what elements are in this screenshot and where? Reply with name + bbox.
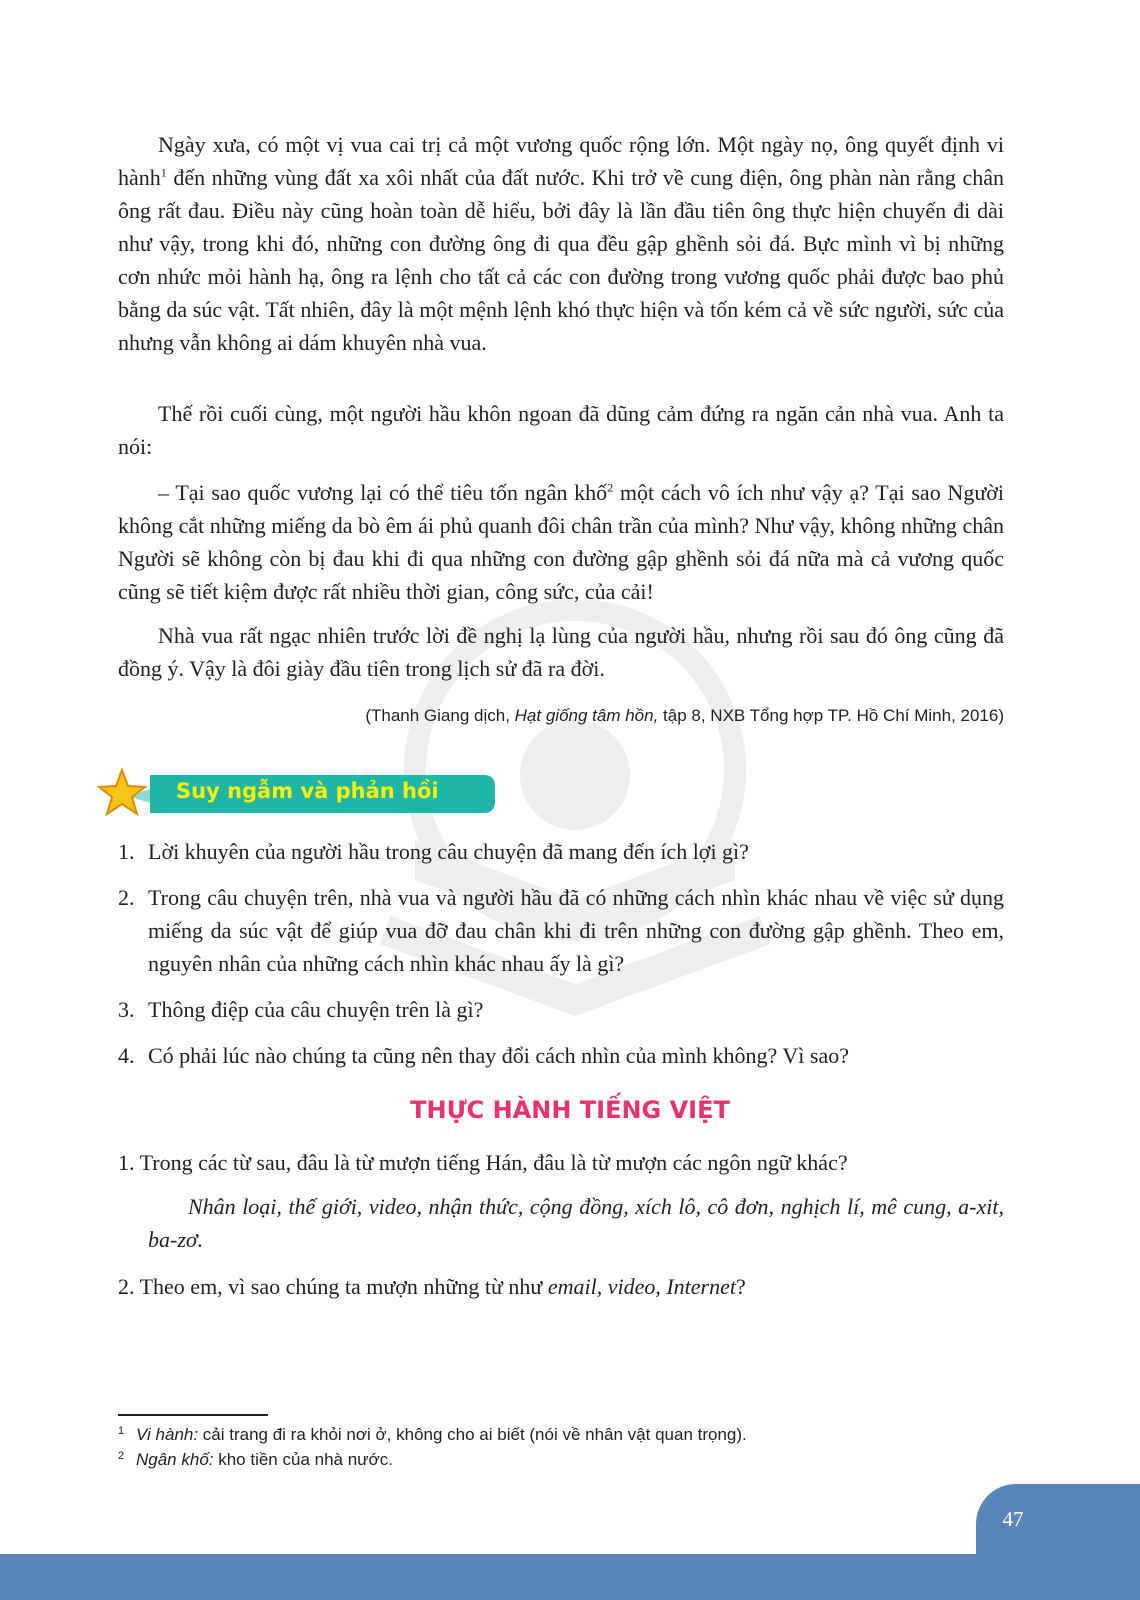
citation-prefix: (Thanh Giang dịch, [365,706,515,725]
list-item [118,993,1004,1026]
footnote-ref[interactable]: 2 [607,480,614,495]
footnote-number: 1 [118,1425,125,1437]
story-text: một cách vô ích như vậy ạ? Tại sao Người không cắt những miếng da bò êm ái phủ quanh đôi chân trần của mình? Như vậy, không những chân Người sẽ không còn bị đau khi đi qua những con đường gập ghềnh sỏi đá nữa mà cả vương quốc cũng sẽ tiết kiệm được rất nhiều thời gian, công sức, của cải! [118,480,1004,604]
page-number: 47 [1002,1507,1024,1531]
question-suffix: ? [736,1274,746,1299]
practice-question-1: 1. Trong các từ sau, đâu là từ mượn tiếng Hán, đâu là từ mượn các ngôn ngữ khác? [118,1150,848,1175]
story-paragraph: Thế rồi cuối cùng, một người hầu khôn ngoan đã dũng cảm đứng ra ngăn cản nhà vua. Anh ta nói: [118,401,1004,459]
source-citation [365,706,1004,726]
story-text: đến những vùng đất xa xôi nhất của đất nước. Khi trở về cung điện, ông phàn nàn rằng chân ông rất đau. Điều này cũng hoàn toàn dễ hiểu, bởi đây là lần đầu tiên ông thực hiện chuyến đi dài như vậy, trong khi đó, những con đường ông đi qua đều gập ghềnh sỏi đá. Bực mình vì bị những cơn nhức mỏi hành hạ, ông ra lệnh cho tất cả các con đường trong vương quốc phải được bao phủ bằng da súc vật. Tất nhiên, đây là một mệnh lệnh khó thực hiện và tốn kém cả về sức người, sức của nhưng vẫn không ai dám khuyên nhà vua. [118,165,1004,355]
dialogue-paragraph [118,476,1004,608]
list-item [118,835,1004,868]
question-number: 4. [118,1043,135,1068]
footnote-number: 2 [118,1450,125,1462]
footnote-term: Ngân khố: [136,1450,214,1469]
citation-book: Hạt giống tâm hồn, [514,706,659,725]
footnote-definition: cải trang đi ra khỏi nơi ở, không cho ai biết (nói về nhân vật quan trọng). [198,1425,747,1444]
footnote [118,1422,747,1447]
list-item [118,1039,1004,1072]
footnotes [118,1422,747,1472]
question-terms: email, video, Internet [547,1274,736,1299]
question-prefix: 2. Theo em, vì sao chúng ta mượn những từ như [118,1274,548,1299]
story-text: Ngày xưa, có một vị vua cai trị cả một vương quốc rộng lớn. Một ngày nọ, ông quyết định vi hành [118,132,1004,190]
footnote-ref[interactable]: 1 [160,165,167,180]
question-text: Thông điệp của câu chuyện trên là gì? [148,997,484,1022]
footnote-term: Vi hành: [136,1425,199,1444]
story-paragraph [118,128,1004,359]
question-number: 3. [118,997,135,1022]
reflection-title: Suy ngẫm và phản hồi [176,779,439,803]
question-text: Trong câu chuyện trên, nhà vua và người hầu đã có những cách nhìn khác nhau về việc sử dụng miếng da súc vật để giúp vua đỡ đau chân khi đi trên những con đường gập ghềnh. Theo em, nguyên nhân của những cách nhìn khác nhau ấy là gì? [148,885,1004,976]
word-list: Nhân loại, thế giới, video, nhận thức, cộng đồng, xích lô, cô đơn, nghịch lí, mê cung, a-xit, ba-zơ. [148,1194,1004,1252]
story-paragraph: Nhà vua rất ngạc nhiên trước lời đề nghị lạ lùng của người hầu, nhưng rồi sau đó ông cũng đã đồng ý. Vậy là đôi giày đầu tiên trong lịch sử đã ra đời. [118,623,1004,681]
question-text: Lời khuyên của người hầu trong câu chuyện đã mang đến ích lợi gì? [148,839,749,864]
practice-title: THỰC HÀNH TIẾNG VIỆT [410,1096,730,1124]
story-text: – Tại sao quốc vương lại có thể tiêu tốn ngân khố [158,480,608,505]
footnote-definition: kho tiền của nhà nước. [213,1450,393,1469]
list-item [118,881,1004,980]
reflection-questions [118,835,1004,1085]
footnote-divider [118,1414,268,1416]
question-text: Có phải lúc nào chúng ta cũng nên thay đổi cách nhìn của mình không? Vì sao? [148,1043,849,1068]
question-number: 1. [118,839,135,864]
practice-question-2 [118,1270,1004,1303]
star-icon [96,766,176,826]
footer-bar [0,1554,1140,1600]
footnote [118,1447,747,1472]
question-number: 2. [118,885,135,910]
citation-suffix: tập 8, NXB Tổng hợp TP. Hồ Chí Minh, 2016) [658,706,1004,725]
